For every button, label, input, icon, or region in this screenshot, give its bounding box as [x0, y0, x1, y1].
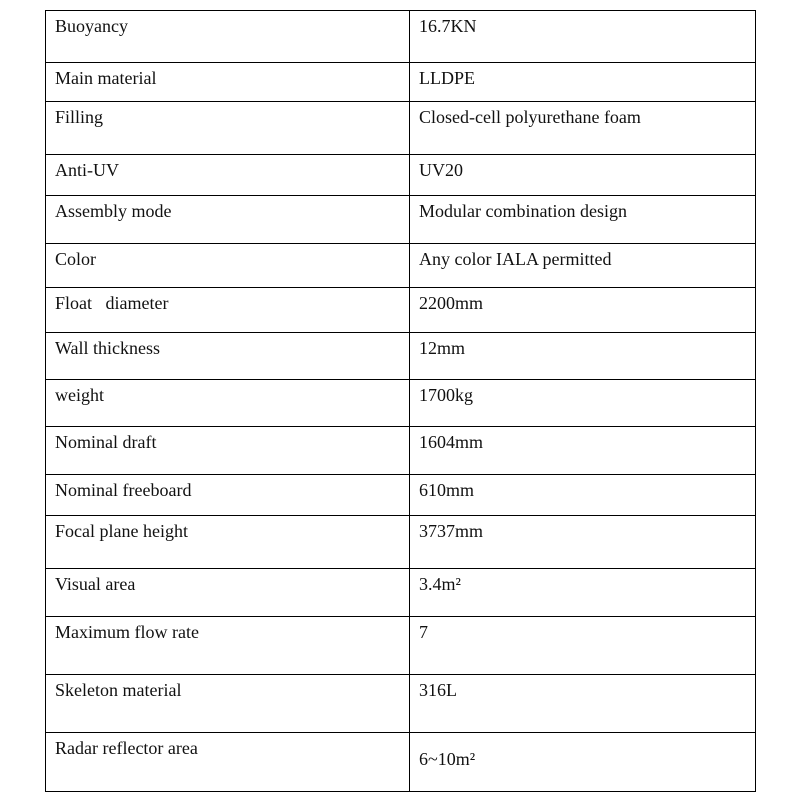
table-row: [46, 617, 756, 675]
row-label: Main material: [55, 68, 157, 88]
row-label: Skeleton material: [55, 680, 182, 700]
row-value: 2200mm: [419, 293, 484, 313]
row-value-cell: [410, 63, 756, 102]
row-label: Anti-UV: [55, 160, 119, 180]
row-label-cell: [46, 196, 410, 244]
spec-table: [45, 10, 756, 792]
row-label-cell: [46, 427, 410, 475]
row-label-cell: [46, 11, 410, 63]
table-row: [46, 516, 756, 569]
row-label: Maximum flow rate: [55, 622, 199, 642]
table-row: [46, 288, 756, 333]
row-value: 6~10m²: [419, 749, 476, 769]
row-value: UV20: [419, 160, 463, 180]
row-label: Nominal freeboard: [55, 480, 192, 500]
row-value-cell: [410, 516, 756, 569]
row-value: 1700kg: [419, 385, 473, 405]
row-value-cell: [410, 617, 756, 675]
row-value: Modular combination design: [419, 201, 627, 221]
row-value: Any color IALA permitted: [419, 249, 612, 269]
row-label-cell: [46, 155, 410, 196]
table-row: [46, 244, 756, 288]
row-value-cell: [410, 380, 756, 427]
row-value: 16.7KN: [419, 16, 477, 36]
row-label-cell: [46, 333, 410, 380]
row-value-cell: [410, 244, 756, 288]
table-row: [46, 333, 756, 380]
row-value: 316L: [419, 680, 457, 700]
row-label-cell: [46, 569, 410, 617]
row-label: Wall thickness: [55, 338, 161, 358]
row-value: 3.4m²: [419, 574, 461, 594]
row-label-cell: [46, 475, 410, 516]
row-label: Buoyancy: [55, 16, 128, 36]
row-label-cell: [46, 244, 410, 288]
table-row: [46, 475, 756, 516]
row-label: Assembly mode: [55, 201, 172, 221]
row-value-cell: [410, 288, 756, 333]
row-value-cell: [410, 475, 756, 516]
row-value: Closed-cell polyurethane foam: [419, 107, 641, 127]
table-row: [46, 11, 756, 63]
row-label: Focal plane height: [55, 521, 188, 541]
row-label-cell: [46, 675, 410, 733]
row-value: 610mm: [419, 480, 475, 500]
row-label-cell: [46, 288, 410, 333]
row-label-cell: [46, 617, 410, 675]
row-label: Float diameter: [55, 293, 169, 313]
row-label-cell: [46, 516, 410, 569]
row-label-cell: [46, 63, 410, 102]
row-value: 3737mm: [419, 521, 484, 541]
row-label-cell: [46, 102, 410, 155]
row-value: 1604mm: [419, 432, 484, 452]
row-label: Color: [55, 249, 97, 269]
row-value: 12mm: [419, 338, 466, 358]
row-value-cell: [410, 333, 756, 380]
row-value-cell: [410, 11, 756, 63]
row-value: 7: [419, 622, 428, 642]
table-row: [46, 380, 756, 427]
table-row: [46, 427, 756, 475]
row-value: LLDPE: [419, 68, 475, 88]
table-row: [46, 102, 756, 155]
table-row: [46, 675, 756, 733]
row-label-cell: [46, 380, 410, 427]
row-value-cell: [410, 675, 756, 733]
table-row: [46, 155, 756, 196]
row-value-cell: [410, 196, 756, 244]
row-label: weight: [55, 385, 104, 405]
table-row: [46, 63, 756, 102]
row-label: Visual area: [55, 574, 136, 594]
row-label: Nominal draft: [55, 432, 157, 452]
row-value-cell: [410, 427, 756, 475]
row-label: Radar reflector area: [55, 738, 198, 758]
table-row: [46, 196, 756, 244]
table-row: [46, 733, 756, 792]
row-value-cell: [410, 569, 756, 617]
row-label-cell: [46, 733, 410, 792]
row-label: Filling: [55, 107, 104, 127]
table-row: [46, 569, 756, 617]
row-value-cell: [410, 102, 756, 155]
row-value-cell: [410, 733, 756, 792]
row-value-cell: [410, 155, 756, 196]
